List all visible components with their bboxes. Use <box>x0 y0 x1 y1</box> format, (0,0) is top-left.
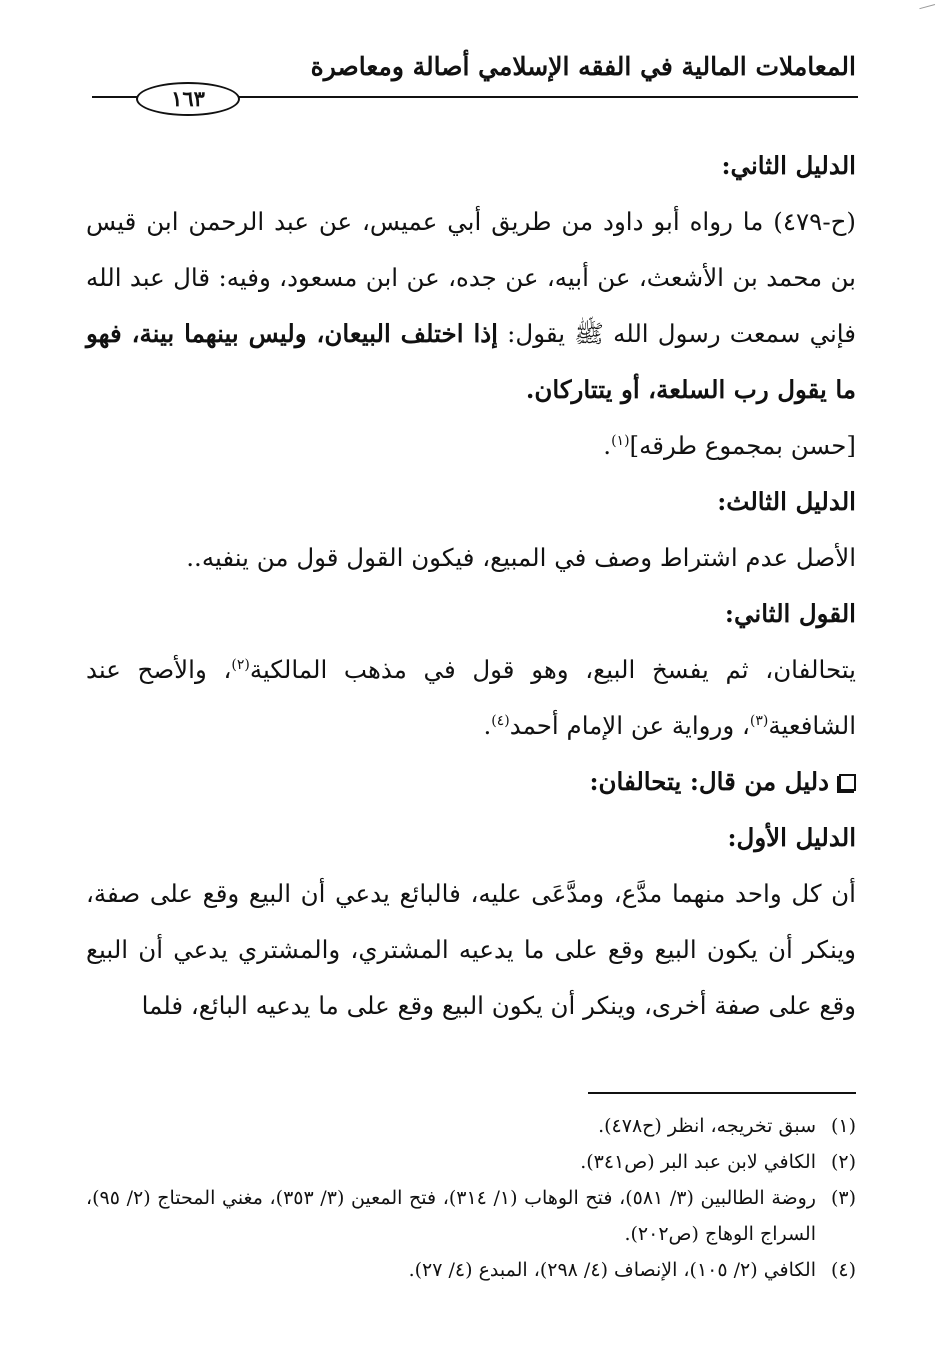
footnote-item <box>86 1108 856 1144</box>
footnote-number: (١) <box>830 1115 856 1137</box>
section-heading <box>86 754 856 810</box>
heading-second-opinion: القول الثاني: <box>724 599 856 628</box>
heading-third-evidence: الدليل الثالث: <box>717 487 856 516</box>
grading-text: [حسن بمجموع طرقه] <box>629 431 856 460</box>
opinion-text-d: . <box>483 711 492 740</box>
paragraph-first-evidence: أن كل واحد منهما مدَّع، ومدَّعَى عليه، فالبائع يدعي أن البيع وقع على صفة، وينكر أن يكون البيع وقع على ما يدعيه المشتري، والمشتري يدعي أن البيع وقع على صفة أخرى، وينكر أن يكون البيع وقع على ما يدعيه البائع، فلما <box>86 879 856 1020</box>
footnote-item <box>86 1180 856 1252</box>
footnote-text: روضة الطالبين (٣/ ٥٨١)، فتح الوهاب (١/ ٣١٤)، فتح المعين (٣/ ٣٥٣)، مغني المحتاج (٢/ ٩٥)، السراج الوهاج (ص٢٠٢). <box>86 1187 816 1245</box>
hadith-text: إذا اختلف البيعان، وليس بينهما بينة، فهو ما يقول رب السلعة، أو يتتاركان. <box>86 319 856 404</box>
footnote-item <box>86 1252 856 1288</box>
section-heading-text: دليل من قال: يتحالفان: <box>589 767 829 796</box>
footnote-text: سبق تخريجه، انظر (ح٤٧٨). <box>598 1115 816 1137</box>
footnote-ref-1: (١) <box>611 432 630 449</box>
footnotes <box>86 1108 856 1288</box>
paragraph-principle: الأصل عدم اشتراط وصف في المبيع، فيكون القول قول من ينفيه.. <box>186 543 856 572</box>
main-text <box>86 138 856 1034</box>
hadith-grading <box>86 418 856 474</box>
running-header-title: المعاملات المالية في الفقه الإسلامي أصالة ومعاصرة <box>310 52 856 81</box>
paragraph-hadith <box>86 194 856 418</box>
opinion-text-c: ، ورواية عن الإمام أحمد <box>509 711 750 740</box>
grading-end: . <box>603 431 612 460</box>
heading-first-evidence: الدليل الأول: <box>727 823 856 852</box>
footnote-number: (٤) <box>830 1259 856 1281</box>
page-number: ١٦٣ <box>136 82 240 116</box>
footnote-ref-3: (٣) <box>749 712 769 729</box>
footnote-separator <box>588 1092 856 1094</box>
footnote-ref-4: (٤) <box>491 712 510 729</box>
footnote-number: (٢) <box>830 1151 856 1173</box>
opinion-text-b: ، والأصح عند الشافعية <box>86 655 856 740</box>
heading-second-evidence: الدليل الثاني: <box>721 151 856 180</box>
paragraph-second-opinion <box>86 642 856 754</box>
footnote-number: (٣) <box>830 1187 856 1209</box>
scan-mark <box>919 4 936 15</box>
checkbox-icon <box>839 774 856 791</box>
footnote-text: الكافي (٢/ ١٠٥)، الإنصاف (٤/ ٢٩٨)، المبدع (٤/ ٢٧). <box>408 1259 816 1281</box>
footnote-text: الكافي لابن عبد البر (ص٣٤١). <box>580 1151 816 1173</box>
footnote-item <box>86 1144 856 1180</box>
footnote-ref-2: (٢) <box>231 656 250 673</box>
opinion-text-a: يتحالفان، ثم يفسخ البيع، وهو قول في مذهب المالكية <box>249 655 857 684</box>
hadith-chain: (ح-٤٧٩) ما رواه أبو داود من طريق أبي عميس، عن عبد الرحمن ابن قيس بن محمد بن الأشعث، عن أبيه، عن جده، عن ابن مسعود، وفيه: قال عبد الله فإني سمعت رسول الله ﷺ يقول: <box>86 207 856 348</box>
